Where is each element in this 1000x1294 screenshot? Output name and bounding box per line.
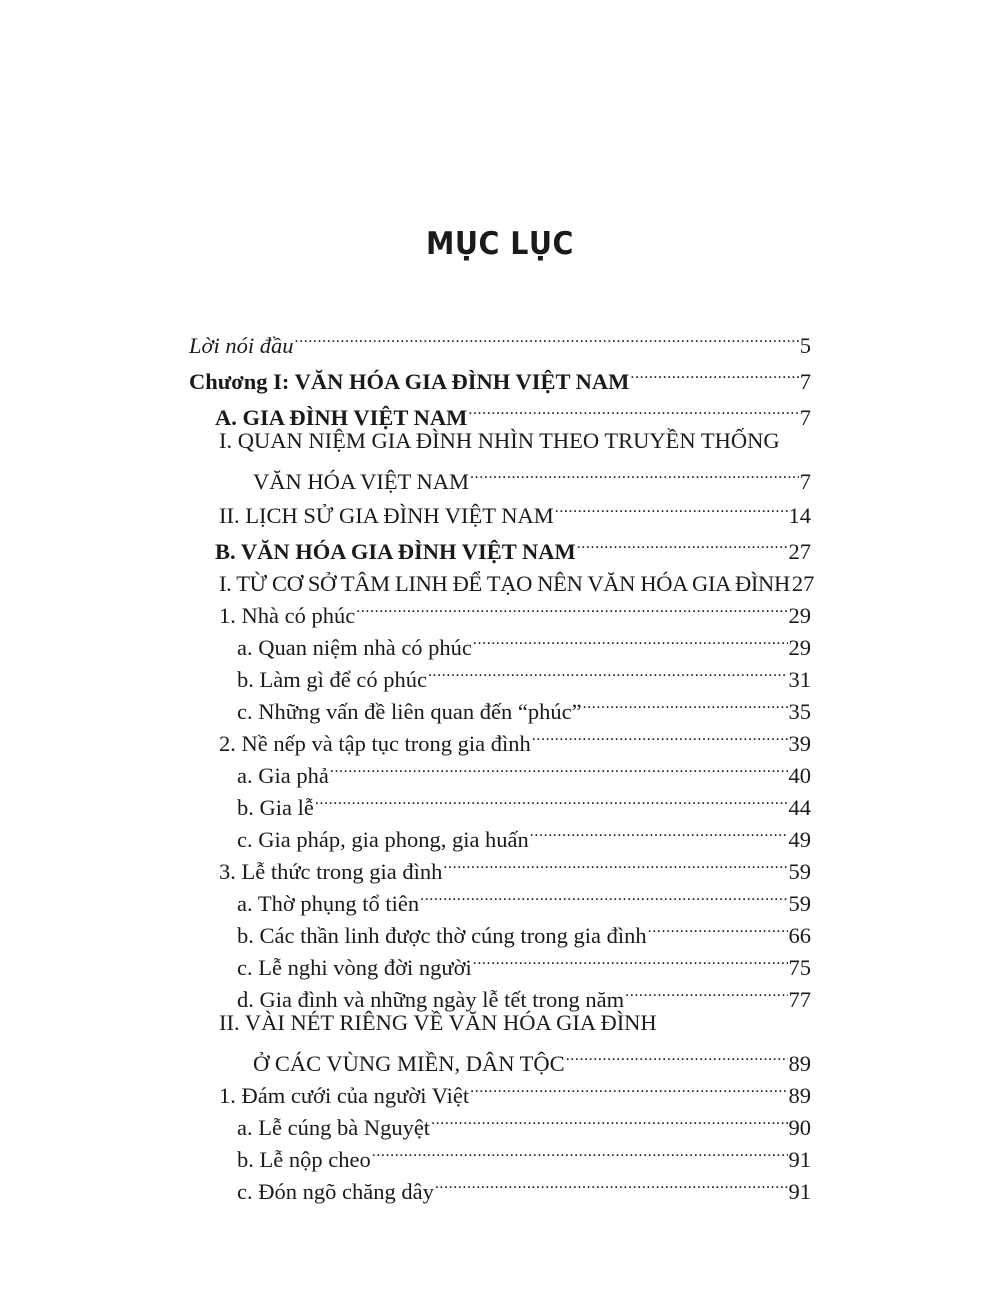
dot-leader bbox=[372, 1135, 788, 1167]
toc-entry[interactable] bbox=[219, 591, 811, 628]
toc-entry[interactable] bbox=[219, 1071, 811, 1108]
toc-entry-page: 31 bbox=[788, 667, 811, 692]
toc-entry-label: II. LỊCH SỬ GIA ĐÌNH VIỆT NAM bbox=[219, 503, 554, 528]
toc-entry-page: 27 bbox=[791, 571, 815, 596]
toc-entry[interactable] bbox=[253, 457, 811, 494]
toc-entry[interactable] bbox=[189, 321, 811, 358]
toc-entry-label: a. Lễ cúng bà Nguyệt bbox=[237, 1115, 431, 1140]
toc-entry-page: 89 bbox=[788, 1083, 811, 1108]
toc-entry[interactable] bbox=[237, 655, 811, 692]
toc-entry[interactable] bbox=[237, 943, 811, 980]
toc-entry[interactable] bbox=[219, 425, 811, 457]
toc-entry-label: b. Các thần linh được thờ cúng trong gia đình bbox=[237, 923, 647, 948]
toc-entry-label: II. VÀI NÉT RIÊNG VỀ VĂN HÓA GIA ĐÌNH bbox=[219, 1010, 657, 1035]
toc-entry-label: Lời nói đầu bbox=[189, 333, 294, 358]
toc-entry-label: Ở CÁC VÙNG MIỀN, DÂN TỘC bbox=[253, 1051, 565, 1076]
toc-entry-page: 77 bbox=[788, 987, 811, 1012]
toc-entry-page: 14 bbox=[788, 503, 811, 528]
dot-leader bbox=[315, 783, 788, 815]
toc-entry[interactable] bbox=[219, 491, 811, 528]
dot-leader bbox=[577, 527, 788, 559]
toc-entry-page: 91 bbox=[788, 1147, 811, 1172]
dot-leader bbox=[473, 623, 788, 655]
toc-entry-label: 3. Lễ thức trong gia đình bbox=[219, 859, 443, 884]
dot-leader bbox=[295, 321, 799, 353]
toc-entry-label: b. Làm gì để có phúc bbox=[237, 667, 427, 692]
dot-leader bbox=[470, 457, 799, 489]
dot-leader bbox=[435, 1167, 788, 1199]
dot-leader bbox=[532, 719, 788, 751]
toc-entry-page: 7 bbox=[799, 469, 811, 494]
toc-entry-label: c. Lễ nghi vòng đời người bbox=[237, 955, 472, 980]
toc-entry-label: a. Gia phả bbox=[237, 763, 329, 788]
toc-entry-page: 40 bbox=[788, 763, 811, 788]
toc-entry-page: 5 bbox=[799, 333, 811, 358]
toc-entry[interactable] bbox=[237, 783, 811, 820]
dot-leader bbox=[470, 1071, 787, 1103]
toc-entry[interactable] bbox=[237, 879, 811, 916]
toc-entry[interactable] bbox=[237, 911, 811, 948]
toc-entry-page: 35 bbox=[788, 699, 811, 724]
toc-entry-page: 59 bbox=[788, 859, 811, 884]
toc-entry-label: A. GIA ĐÌNH VIỆT NAM bbox=[215, 405, 468, 430]
toc-entry[interactable] bbox=[219, 847, 811, 884]
toc-entry[interactable] bbox=[215, 527, 811, 564]
toc-entry-label: b. Gia lễ bbox=[237, 795, 314, 820]
toc-entry-page: 29 bbox=[788, 603, 811, 628]
dot-leader bbox=[530, 815, 788, 847]
dot-leader bbox=[420, 879, 787, 911]
toc-entry-label: VĂN HÓA VIỆT NAM bbox=[253, 469, 470, 494]
toc-entry[interactable] bbox=[219, 1007, 811, 1039]
toc-entry[interactable] bbox=[237, 687, 811, 724]
toc-entry-page: 7 bbox=[799, 369, 811, 394]
toc-entry-page: 7 bbox=[799, 405, 811, 430]
toc-entry[interactable] bbox=[189, 357, 811, 394]
toc-entry[interactable] bbox=[237, 751, 811, 788]
dot-leader bbox=[428, 655, 788, 687]
toc-entry-label: B. VĂN HÓA GIA ĐÌNH VIỆT NAM bbox=[215, 539, 576, 564]
toc-entry-page: 75 bbox=[788, 955, 811, 980]
toc-entry-label: d. Gia đình và những ngày lễ tết trong năm bbox=[237, 987, 625, 1012]
dot-leader bbox=[356, 591, 787, 623]
toc-entry-page: 44 bbox=[788, 795, 811, 820]
toc-entry-page: 29 bbox=[788, 635, 811, 660]
toc-entry-label: 2. Nề nếp và tập tục trong gia đình bbox=[219, 731, 531, 756]
toc-entry[interactable] bbox=[237, 1135, 811, 1172]
toc-entry-label: a. Quan niệm nhà có phúc bbox=[237, 635, 472, 660]
toc-entry[interactable] bbox=[237, 1103, 811, 1140]
toc-entry-page: 91 bbox=[788, 1179, 811, 1204]
toc-entry-page: 90 bbox=[788, 1115, 811, 1140]
toc-entry-page: 49 bbox=[788, 827, 811, 852]
toc-entry-label: c. Những vấn đề liên quan đến “phúc” bbox=[237, 699, 582, 724]
dot-leader bbox=[583, 687, 788, 719]
dot-leader bbox=[555, 491, 788, 523]
toc-entry[interactable] bbox=[253, 1039, 811, 1076]
dot-leader bbox=[625, 975, 787, 1007]
toc-entry[interactable] bbox=[237, 623, 811, 660]
dot-leader bbox=[566, 1039, 788, 1071]
toc-entry-label: 1. Nhà có phúc bbox=[219, 603, 356, 628]
toc-entry-label: I. TỪ CƠ SỞ TÂM LINH ĐỂ TẠO NÊN VĂN HÓA GIA ĐÌNH bbox=[219, 571, 790, 596]
dot-leader bbox=[648, 911, 788, 943]
toc-entry[interactable] bbox=[215, 393, 811, 430]
dot-leader bbox=[443, 847, 787, 879]
toc-entry[interactable] bbox=[237, 975, 811, 1012]
dot-leader bbox=[330, 751, 788, 783]
toc-entry-label: I. QUAN NIỆM GIA ĐÌNH NHÌN THEO TRUYỀN THỐNG bbox=[219, 428, 780, 453]
dot-leader bbox=[431, 1103, 787, 1135]
toc-entry-page: 66 bbox=[788, 923, 811, 948]
page-title: MỤC LỤC bbox=[426, 226, 574, 262]
dot-leader bbox=[630, 357, 798, 389]
toc-entry-label: Chương I: VĂN HÓA GIA ĐÌNH VIỆT NAM bbox=[189, 369, 630, 394]
toc-entry-page: 39 bbox=[788, 731, 811, 756]
toc-entry[interactable] bbox=[219, 719, 811, 756]
toc-entry[interactable] bbox=[237, 1167, 811, 1204]
toc-entry-page: 27 bbox=[788, 539, 811, 564]
dot-leader bbox=[468, 393, 798, 425]
toc-entry-label: 1. Đám cưới của người Việt bbox=[219, 1083, 470, 1108]
toc-entry[interactable] bbox=[219, 559, 815, 596]
toc-entry[interactable] bbox=[237, 815, 811, 852]
toc-entry-label: b. Lễ nộp cheo bbox=[237, 1147, 371, 1172]
dot-leader bbox=[473, 943, 788, 975]
toc-entry-label: c. Đón ngõ chăng dây bbox=[237, 1179, 434, 1204]
toc-entry-page: 89 bbox=[788, 1051, 811, 1076]
toc-entry-label: c. Gia pháp, gia phong, gia huấn bbox=[237, 827, 529, 852]
toc-entry-page: 59 bbox=[788, 891, 811, 916]
toc-entry-label: a. Thờ phụng tổ tiên bbox=[237, 891, 420, 916]
